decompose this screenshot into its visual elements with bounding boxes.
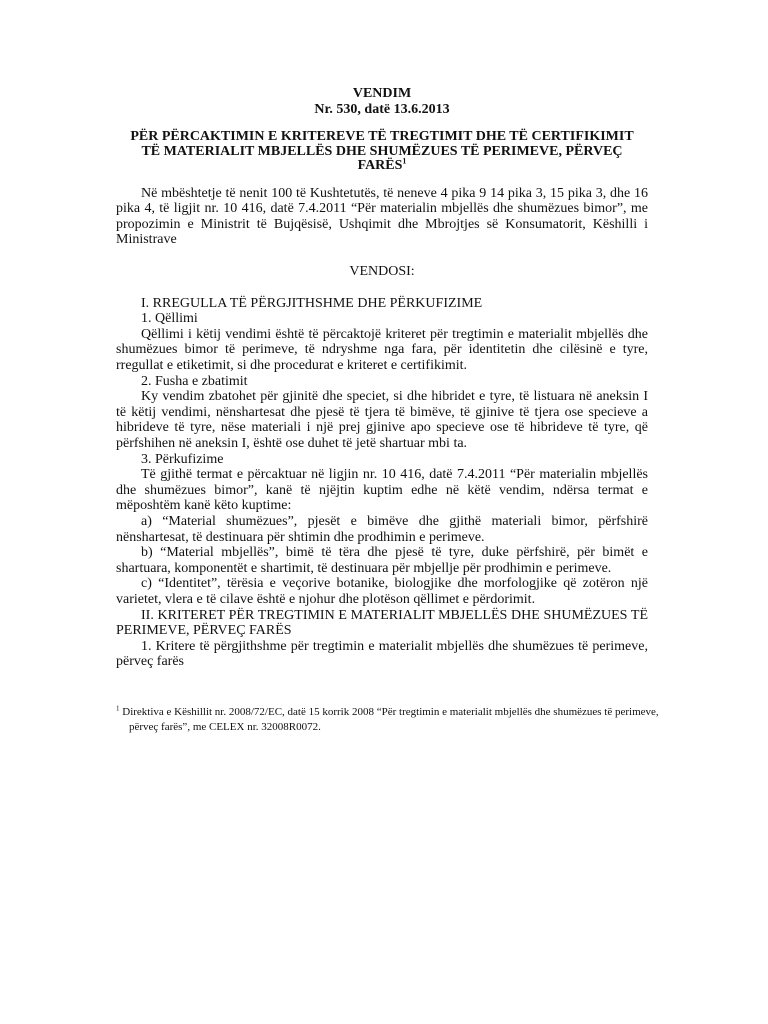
item-3-title: 3. Përkufizime (141, 451, 224, 467)
heading-line-1: PËR PËRCAKTIMIN E KRITEREVE TË TREGTIMIT DHE TË CERTIFIKIMIT (130, 129, 634, 145)
decision-title (116, 86, 648, 117)
item-2-text: Ky vendim zbatohet për gjinitë dhe speciet, si dhe hibridet e tyre, të listuara në aneksin I të këtij vendimi, nënshartesat dhe pjesë të tjera të bimëve, të gjinive të tjera ose specieve a hibrideve të tyre, nëse materiali i një prej gjinive apo specieve ose të hibrideve të tyre, që përfshihen në aneksin I, është ose duhet të jetë shartuar mbi ta. (116, 389, 648, 451)
item-1-text: Qëllimi i këtij vendimi është të përcaktojë kriteret për tregtimin e materialit mbjellës dhe shumëzues bimor të perimeve, të ndryshme nga fara, për identitetin dhe cilësinë e tyre, rregullat e etiketimit, si dhe procedurat e kriteret e certifikimit. (116, 326, 648, 374)
definition-c: c) “Identitet”, tërësia e veçorive botanike, biologjike dhe morfologjike që zotëron një varietet, vlera e të cilave është e njohur dhe plotëson qëllimet e përdorimit. (116, 576, 648, 607)
document-page (116, 86, 648, 670)
decision-heading (116, 130, 648, 174)
vendosi-heading: VENDOSI: (349, 264, 415, 280)
title-number-date: Nr. 530, datë 13.6.2013 (314, 101, 450, 117)
footnote-line-1: $^1$ Direktiva e Këshillit nr. 2008/72/EC, datë 15 korrik 2008 “Për tregtimin e materialit mbjellës dhe shumëzues të perimeve, (116, 704, 659, 718)
item-ii-1: 1. Kritere të përgjithshme për tregtimin e materialit mbjellës dhe shumëzues të perimeve, përveç farës (116, 638, 648, 670)
section-2-title: II. KRITERET PËR TREGTIMIN E MATERIALIT MBJELLËS DHE SHUMËZUES TË PERIMEVE, PËRVEÇ FARËS (116, 607, 648, 639)
footnote (116, 705, 676, 735)
footnote-line-2: përveç farës”, me CELEX nr. 32008R0072. (129, 721, 321, 733)
item-1-title: 1. Qëllimi (141, 311, 198, 327)
definition-b: b) “Material mbjellës”, bimë të tëra dhe pjesë të tyre, duke përfshirë, për bimët e shartuara, komponentët e shartimit, të destinuara për mbjellje për prodhimin e perimeve. (116, 545, 648, 576)
item-2-title: 2. Fusha e zbatimit (141, 373, 248, 389)
footnote-reference[interactable]: 1 (402, 156, 407, 166)
preamble-paragraph: Në mbështetje të nenit 100 të Kushtetutës, të neneve 4 pika 9 14 pika 3, 15 pika 3, dhe 16 pika 4, të ligjit nr. 10 416, datë 7.4.2011 “Për materialin mbjellës dhe shumëzues bimor”, me propozimin e Ministrit të Bujqësisë, Ushqimit dhe Mbrojtjes së Konsumatorit, Këshilli i Ministrave (116, 185, 648, 248)
heading-line-3: FARËS$^1$ (357, 156, 407, 174)
item-3-text: Të gjithë termat e përcaktuar në ligjin nr. 10 416, datë 7.4.2011 “Për materialin mbjellës dhe shumëzues bimor”, kanë të njëjtin kuptim edhe në këtë vendim, ndërsa termat e mëposhtëm kanë këto kuptime: (116, 467, 648, 514)
footnote-mark: 1 (116, 704, 120, 713)
heading-line-2: TË MATERIALIT MBJELLËS DHE SHUMËZUES TË PERIMEVE, PËRVEÇ (141, 143, 623, 159)
title-vendim: VENDIM (352, 86, 412, 101)
definition-a: a) “Material shumëzues”, pjesët e bimëve dhe gjithë materiali bimor, përfshirë nënshartesat, të destinuara për shtimin dhe prodhimin e perimeve. (116, 513, 648, 545)
section-1-title: I. RREGULLA TË PËRGJITHSHME DHE PËRKUFIZIME (141, 295, 483, 311)
